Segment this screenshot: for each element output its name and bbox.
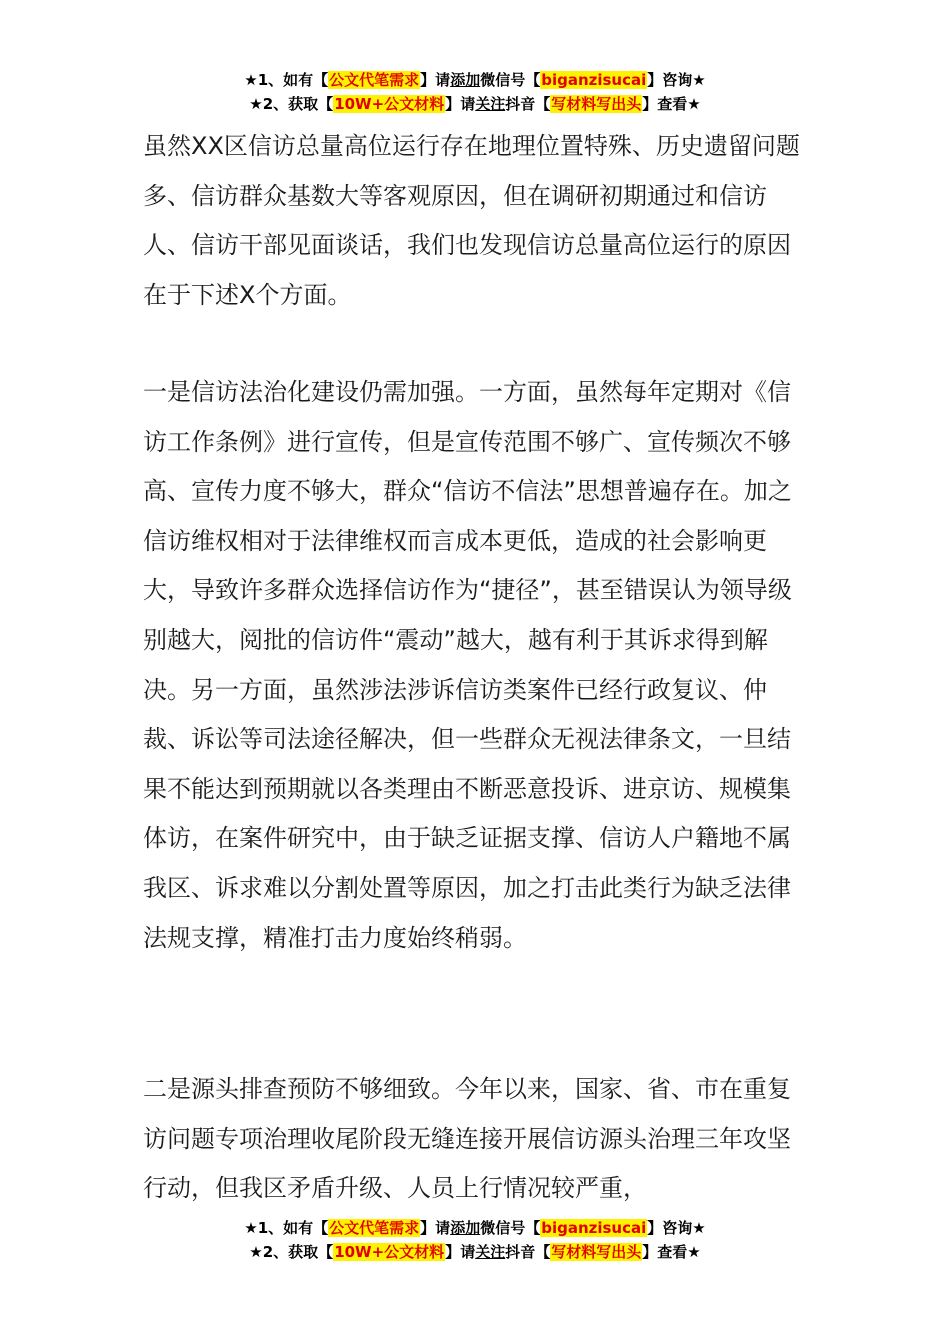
banner-text: 】查看★ — [642, 1243, 701, 1261]
banner-underlined-text: 添加 — [450, 71, 481, 89]
banner-text: 】查看★ — [642, 95, 701, 113]
banner-text: 】请 — [420, 1219, 451, 1237]
banner-line-1 — [0, 68, 950, 92]
banner-highlight: 10W+公文材料 — [334, 1243, 445, 1261]
banner-text: 】请 — [445, 95, 476, 113]
banner-text: ★1、如有【 — [244, 71, 329, 89]
paragraph-text: 二是源头排查预防不够细致。今年以来，国家、省、市在重复访问题专项治理收尾阶段无缝连接开展信访源头治理三年攻坚行动，但我区矛盾升级、人员上行情况较严重， — [143, 1075, 791, 1203]
paragraph-3 — [143, 1065, 807, 1214]
banner-text: 】请 — [445, 1243, 476, 1261]
banner-highlight: 10W+公文材料 — [334, 95, 445, 113]
banner-text: 】咨询★ — [647, 71, 706, 89]
paragraph-text: 虽然XX区信访总量高位运行存在地理位置特殊、历史遗留问题多、信访群众基数大等客观原因，但在调研初期通过和信访人、信访干部见面谈话，我们也发现信访总量高位运行的原因在于下述X个方面。 — [143, 132, 800, 309]
banner-text: 】咨询★ — [647, 1219, 706, 1237]
footer-banner — [0, 1216, 950, 1264]
banner-text: ★1、如有【 — [244, 1219, 329, 1237]
banner-text: ★2、获取【 — [249, 95, 334, 113]
banner-line-1 — [0, 1216, 950, 1240]
banner-underlined-text: 关注 — [475, 95, 506, 113]
banner-line-2 — [0, 1240, 950, 1264]
banner-highlight: biganzisucai — [541, 1219, 647, 1237]
banner-underlined-text: 关注 — [475, 1243, 506, 1261]
banner-highlight: biganzisucai — [541, 71, 647, 89]
banner-text: 抖音【 — [505, 1243, 551, 1261]
banner-text: 微信号【 — [480, 1219, 541, 1237]
banner-highlight: 公文代笔需求 — [329, 1219, 420, 1237]
banner-highlight: 写材料写出头 — [551, 1243, 642, 1261]
header-banner — [0, 68, 950, 116]
paragraph-2 — [143, 368, 807, 963]
banner-text: 】请 — [420, 71, 451, 89]
banner-line-2 — [0, 92, 950, 116]
paragraph-text: 一是信访法治化建设仍需加强。一方面，虽然每年定期对《信访工作条例》进行宣传，但是宣传范围不够广、宣传频次不够高、宣传力度不够大，群众“信访不信法”思想普遍存在。加之信访维权相对于法律维权而言成本更低，造成的社会影响更大，导致许多群众选择信访作为“捷径”，甚至错误认为领导级别越大，阅批的信访件“震动”越大，越有利于其诉求得到解决。另一方面，虽然涉法涉诉信访类案件已经行政复议、仲裁、诉讼等司法途径解决，但一些群众无视法律条文，一旦结果不能达到预期就以各类理由不断恶意投诉、进京访、规模集体访，在案件研究中，由于缺乏证据支撑、信访人户籍地不属我区、诉求难以分割处置等原因，加之打击此类行为缺乏法律法规支撑，精准打击力度始终稍弱。 — [143, 378, 792, 952]
banner-highlight: 公文代笔需求 — [329, 71, 420, 89]
banner-underlined-text: 添加 — [450, 1219, 481, 1237]
banner-text: 微信号【 — [480, 71, 541, 89]
banner-highlight: 写材料写出头 — [551, 95, 642, 113]
banner-text: ★2、获取【 — [249, 1243, 334, 1261]
paragraph-1 — [143, 122, 807, 320]
banner-text: 抖音【 — [505, 95, 551, 113]
